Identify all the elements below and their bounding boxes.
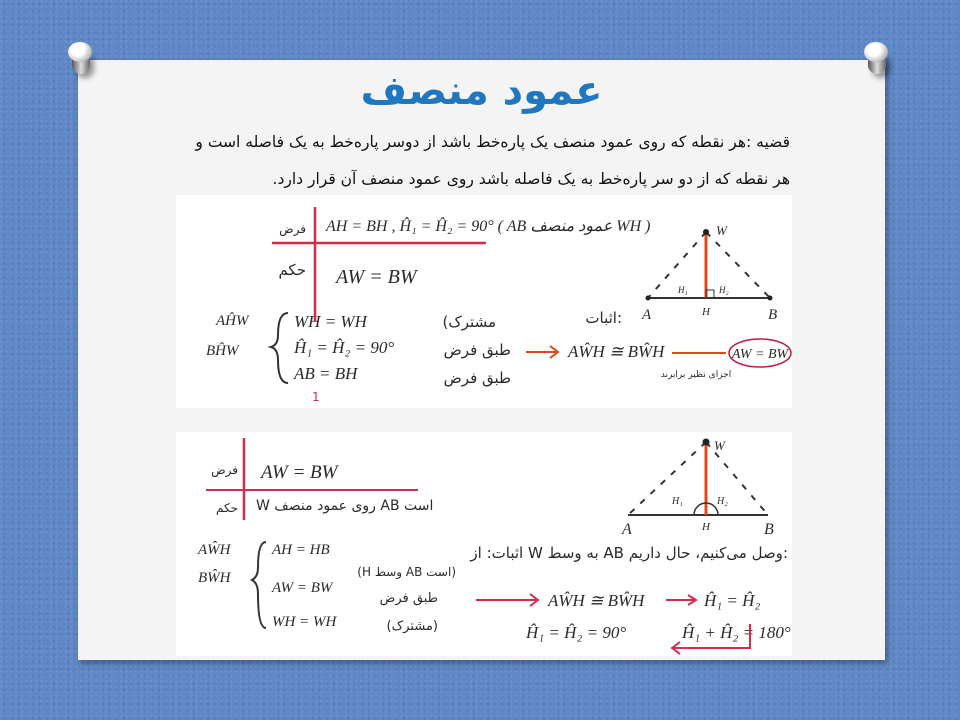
svg-text:B: B: [768, 307, 778, 323]
svg-text:W: W: [714, 438, 725, 453]
congruence: AŴH ≅ BŴH: [568, 342, 665, 361]
proof-row: Ĥ₁ = Ĥ₂ = 90°: [294, 338, 395, 357]
svg-text:B: B: [764, 521, 774, 538]
proof-reason: طبق فرض: [379, 591, 438, 606]
conclusion: AW = BW: [336, 266, 417, 288]
proof-row: AH = HB: [272, 542, 330, 558]
hypothesis-label: فرض: [211, 463, 238, 477]
hypothesis-label: فرض: [279, 222, 306, 236]
svg-text:H₁: H₁: [672, 496, 683, 507]
svg-text:A: A: [622, 521, 632, 538]
proof-row: WH = WH: [272, 614, 337, 630]
svg-text:H₂: H₂: [719, 285, 729, 295]
proof-reason: (مشترک: [442, 313, 496, 331]
proof-label: اثبات:: [585, 309, 622, 327]
proof-reason: (مشترک): [386, 619, 438, 634]
svg-text:A: A: [642, 307, 652, 323]
proof-image-1: [176, 195, 792, 408]
svg-text:H₁: H₁: [678, 285, 688, 295]
angle-result: Ĥ₁ = Ĥ₂: [704, 591, 761, 610]
congruence: AŴH ≅ BŴH: [548, 591, 645, 610]
hypothesis: AH = BH , Ĥ₁ = Ĥ₂ = 90° ( AB عمود منصف WH ): [326, 218, 651, 235]
triangle-name: BĤW: [206, 343, 239, 359]
triangle-diagram: [621, 438, 774, 538]
conclusion-label: حکم: [215, 501, 238, 515]
angle-sum: Ĥ₁ + Ĥ₂ = 180°: [682, 623, 791, 642]
triangle-diagram: [641, 223, 777, 323]
result: AW = BW: [731, 347, 789, 362]
proof-text: اثبات: از W به وسط AB وصل می‌کنیم، حال داریم:: [470, 544, 788, 562]
proof-reason: طبق فرض: [443, 369, 511, 387]
svg-text:W: W: [716, 223, 727, 238]
triangle-name: BŴH: [198, 570, 231, 586]
proof-row: AB = BH: [294, 364, 358, 383]
triangle-name: AĤW: [216, 313, 249, 329]
svg-text:H: H: [702, 306, 710, 318]
svg-text:1: 1: [312, 390, 320, 404]
proof-reason: (H وسط AB است): [357, 565, 456, 579]
slide-title: عمود منصف: [360, 68, 603, 114]
conclusion-label: حکم: [278, 261, 306, 279]
proof-row: WH = WH: [294, 312, 367, 331]
svg-text:H₂: H₂: [717, 496, 728, 507]
proof-image-2: [176, 432, 792, 656]
theorem-line-1: قضیه :هر نقطه که روی عمود منصف یک پاره‌خط باشد از دوسر پاره‌خط به یک فاصله است و: [195, 133, 790, 151]
proof-row: AW = BW: [272, 580, 333, 596]
theorem-line-2: هر نقطه که از دو سر پاره‌خط به یک فاصله باشد روی عمود منصف آن قرار دارد.: [272, 170, 790, 188]
proof-reason: طبق فرض: [443, 341, 511, 359]
svg-text:H: H: [702, 521, 710, 533]
conclusion: W روی عمود منصف AB است: [256, 498, 434, 514]
final-result: Ĥ₁ = Ĥ₂ = 90°: [526, 623, 627, 642]
note: اجزای نظیر برابرند: [660, 370, 732, 380]
triangle-name: AŴH: [198, 542, 231, 558]
hypothesis: AW = BW: [261, 462, 338, 483]
